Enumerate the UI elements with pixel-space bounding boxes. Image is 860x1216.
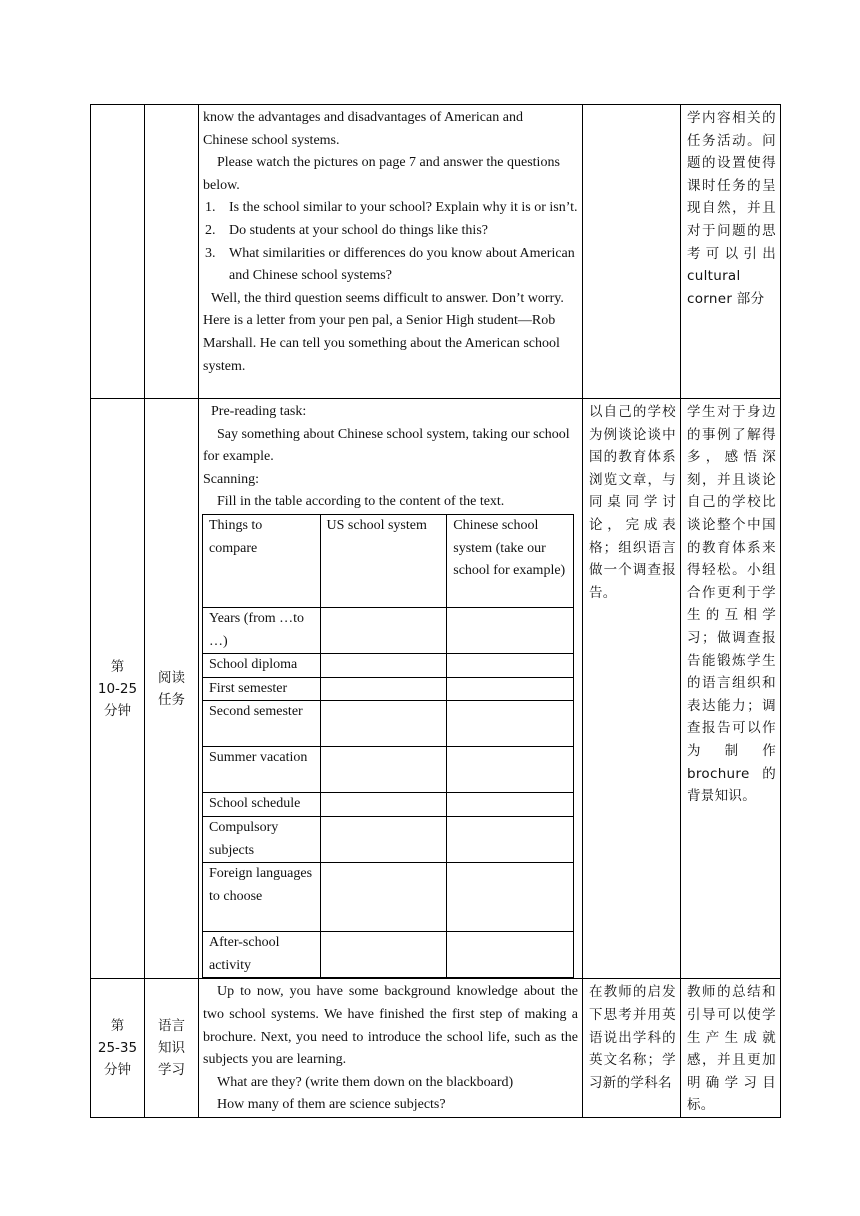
row-language <box>91 979 781 1118</box>
activity-cell-empty <box>145 105 199 399</box>
lesson-plan-table <box>90 104 781 1118</box>
comparison-header-row <box>203 514 574 607</box>
time-cell-empty <box>91 105 145 399</box>
lesson-plan-page <box>90 104 780 1118</box>
answer-cell <box>447 747 574 793</box>
scanning-text: Fill in the table according to the content of the text. <box>217 494 505 510</box>
scanning-label: Scanning: <box>203 471 259 487</box>
answer-cell <box>447 793 574 817</box>
answer-cell <box>447 816 574 862</box>
content-line: Chinese school systems. <box>203 132 340 148</box>
answer-cell <box>447 863 574 932</box>
language-paragraph: Up to now, you have some background knowledge about the two school systems. We have finished the first step of making a brochure. Next, you need to introduce the school life, such as the subjects you are learning. <box>203 984 578 1068</box>
answer-cell <box>320 607 447 653</box>
comparison-row: First semester <box>203 677 574 701</box>
answer-cell <box>320 932 447 978</box>
answer-cell <box>320 816 447 862</box>
answer-cell <box>320 701 447 747</box>
comparison-row: Summer vacation <box>203 747 574 793</box>
comparison-table <box>202 514 574 978</box>
comparison-row: Foreign languages to choose <box>203 863 574 932</box>
comparison-row: School diploma <box>203 654 574 678</box>
pre-reading-label: Pre-reading task: <box>211 404 307 419</box>
content-line: know the advantages and disadvantages of American and <box>203 110 523 125</box>
activity-cell: 语言 知识 学习 <box>145 979 199 1118</box>
answer-cell <box>447 701 574 747</box>
answer-cell <box>320 863 447 932</box>
pre-reading-text: Say something about Chinese school system, taking our school for example. <box>203 426 570 465</box>
student-cell: 在教师的启发下思考并用英语说出学科的英文名称；学习新的学科名 <box>583 979 681 1118</box>
content-cell <box>199 979 583 1118</box>
header-cell: US school system <box>320 514 447 607</box>
answer-cell <box>320 793 447 817</box>
time-cell: 第 25-35 分钟 <box>91 979 145 1118</box>
answer-cell <box>447 654 574 678</box>
activity-cell: 阅读 任务 <box>145 399 199 979</box>
time-cell: 第 10-25 分钟 <box>91 399 145 979</box>
answer-cell <box>320 654 447 678</box>
student-cell-empty <box>583 105 681 399</box>
purpose-cell: 学内容相关的任务活动。问题的设置使得课时任务的呈现自然，并且对于问题的思考可以引出 cultural corner 部分 <box>681 105 781 399</box>
answer-cell <box>447 607 574 653</box>
header-cell: Chinese school system (take our school for example) <box>447 514 574 607</box>
answer-cell <box>447 677 574 701</box>
answer-cell <box>320 747 447 793</box>
question-item: 3. What similarities or differences do you know about American and Chinese school systems? <box>205 245 575 284</box>
comparison-row: After-school activity <box>203 932 574 978</box>
comparison-row: School schedule <box>203 793 574 817</box>
purpose-cell: 教师的总结和引导可以使学生产生成就感，并且更加明确学习目标。 <box>681 979 781 1118</box>
row-reading <box>91 399 781 979</box>
comparison-row: Second semester <box>203 701 574 747</box>
header-cell: Things to compare <box>203 514 321 607</box>
content-cell <box>199 399 583 979</box>
comparison-row: Compulsory subjects <box>203 816 574 862</box>
question-list <box>203 197 578 287</box>
language-question: How many of them are science subjects? <box>217 1097 446 1113</box>
question-item: 1. Is the school similar to your school? Explain why it is or isn’t. <box>205 200 578 216</box>
content-cell <box>199 105 583 399</box>
student-cell: 以自己的学校为例谈论谈中国的教育体系浏览文章，与同桌同学讨论，完成表格；组织语言做一个调查报告。 <box>583 399 681 979</box>
closing-text: Well, the third question seems difficult to answer. Don’t worry. Here is a letter from your pen pal, a Senior High student—Rob Marshall. He can tell you something about the American school system. <box>203 290 564 374</box>
answer-cell <box>320 677 447 701</box>
intro-text: Please watch the pictures on page 7 and answer the questions below. <box>203 155 560 193</box>
question-item: 2. Do students at your school do things like this? <box>205 222 488 238</box>
comparison-row: Years (from …to …) <box>203 607 574 653</box>
row-intro <box>91 105 781 399</box>
answer-cell <box>447 932 574 978</box>
language-question: What are they? (write them down on the blackboard) <box>217 1074 514 1090</box>
purpose-cell: 学生对于身边的事例了解得多，感悟深刻，并且谈论自己的学校比谈论整个中国的教育体系来得轻松。小组合作更利于学生的互相学习；做调查报告能锻炼学生的语言组织和表达能力；调查报告可以作为制作 brochure 的背景知识。 <box>681 399 781 979</box>
